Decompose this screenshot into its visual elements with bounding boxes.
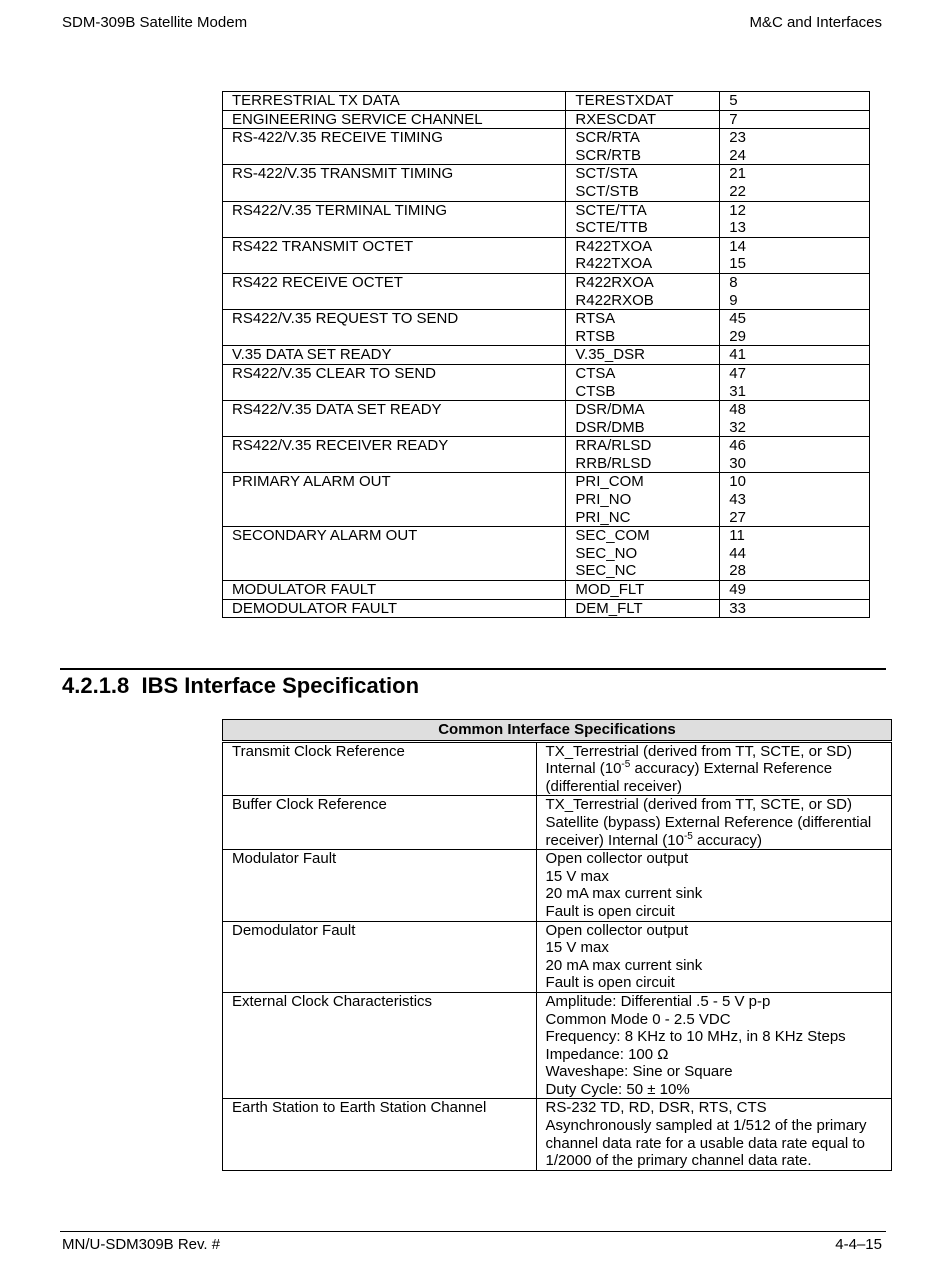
signal-mnemonic: R422RXOB — [575, 291, 654, 309]
pin-number: 31 — [729, 382, 746, 400]
pin-number: 21 — [729, 165, 746, 183]
spec-value-cell — [536, 921, 891, 992]
pin-number: 24 — [729, 146, 746, 164]
pin-number: 15 — [729, 255, 746, 273]
spec-value-line: Asynchronously sampled at 1/512 of the primary — [545, 1117, 867, 1135]
spec-name-cell: Modulator Fault — [223, 850, 537, 921]
spec-value-cell — [536, 796, 891, 850]
pin-number: 27 — [729, 508, 746, 526]
signal-mnemonic: PRI_COM — [575, 473, 644, 491]
signal-mnemonic: CTSA — [575, 364, 616, 382]
table-row — [223, 129, 870, 165]
exponent: -5 — [683, 830, 693, 842]
signal-mnemonic: SCT/STB — [575, 182, 639, 200]
table-row — [223, 273, 870, 309]
spec-value-line: TX_Terrestrial (derived from TT, SCTE, or SD) — [545, 742, 852, 760]
table-row — [223, 473, 870, 527]
pin-number-cell — [720, 237, 870, 273]
signal-mnemonic-cell — [566, 92, 720, 111]
table-row — [223, 527, 870, 581]
pin-number: 45 — [729, 310, 746, 328]
pin-number-cell — [720, 165, 870, 201]
signal-mnemonic-cell — [566, 364, 720, 400]
signal-mnemonic: R422TXOA — [575, 237, 653, 255]
section-heading — [62, 673, 419, 699]
signal-mnemonic: RTSB — [575, 327, 616, 345]
pin-number: 14 — [729, 237, 746, 255]
signal-mnemonic-cell — [566, 110, 720, 129]
spec-name-cell: Demodulator Fault — [223, 921, 537, 992]
exponent: -5 — [621, 759, 631, 771]
pin-number: 46 — [729, 437, 746, 455]
signal-name-cell: RS422/V.35 DATA SET READY — [223, 401, 566, 437]
signal-mnemonic-cell — [566, 129, 720, 165]
table-row — [223, 165, 870, 201]
pin-number: 33 — [729, 599, 746, 617]
pin-number: 41 — [729, 346, 746, 364]
spec-value-line: Frequency: 8 KHz to 10 MHz, in 8 KHz Steps — [545, 1028, 846, 1046]
signal-name-cell: RS422/V.35 RECEIVER READY — [223, 437, 566, 473]
spec-value-line: Satellite (bypass) External Reference (differential — [545, 813, 872, 831]
pin-number-cell — [720, 201, 870, 237]
signal-mnemonic-cell — [566, 527, 720, 581]
spec-value-line: Open collector output — [545, 850, 689, 868]
spec-value-line: channel data rate for a usable data rate equal to — [545, 1134, 865, 1152]
table-row — [223, 850, 892, 921]
pin-number-cell — [720, 92, 870, 111]
table-row — [223, 92, 870, 111]
signal-mnemonic: RRB/RLSD — [575, 454, 652, 472]
signal-name-cell: RS422/V.35 REQUEST TO SEND — [223, 310, 566, 346]
pin-number: 10 — [729, 473, 746, 491]
signal-mnemonic: RTSA — [575, 310, 616, 328]
spec-text: receiver) Internal (10 — [545, 831, 684, 849]
table-row — [223, 237, 870, 273]
table-row — [223, 741, 892, 796]
pin-number: 12 — [729, 201, 746, 219]
signal-name-cell: ENGINEERING SERVICE CHANNEL — [223, 110, 566, 129]
spec-value-cell — [536, 1099, 891, 1170]
spec-value-line: Fault is open circuit — [545, 902, 675, 920]
signal-name-cell: RS422/V.35 CLEAR TO SEND — [223, 364, 566, 400]
pin-number-cell — [720, 273, 870, 309]
table-row — [223, 921, 892, 992]
signal-mnemonic-cell — [566, 599, 720, 618]
page-footer-right: 4-4–15 — [835, 1236, 882, 1253]
signal-mnemonic: PRI_NC — [575, 508, 631, 526]
pin-number: 43 — [729, 491, 746, 509]
pin-number: 23 — [729, 129, 746, 147]
spec-text: Internal (10 — [545, 760, 622, 778]
signal-mnemonic: CTSB — [575, 382, 616, 400]
pin-number: 44 — [729, 544, 746, 562]
signal-mnemonic: SCT/STA — [575, 165, 638, 183]
pin-number: 30 — [729, 454, 746, 472]
signal-mnemonic-cell — [566, 437, 720, 473]
signal-mnemonic-cell — [566, 581, 720, 600]
signal-mnemonic: RXESCDAT — [575, 110, 656, 128]
signal-mnemonic: DSR/DMB — [575, 418, 645, 436]
signal-mnemonic-cell — [566, 473, 720, 527]
interface-spec-table — [222, 719, 892, 1171]
signal-mnemonic: PRI_NO — [575, 491, 632, 509]
spec-text: accuracy) — [692, 831, 763, 849]
signal-name-cell: DEMODULATOR FAULT — [223, 599, 566, 618]
pin-number-cell — [720, 401, 870, 437]
pin-number: 28 — [729, 562, 746, 580]
spec-value-line: RS-232 TD, RD, DSR, RTS, CTS — [545, 1099, 767, 1117]
pin-number: 11 — [729, 527, 745, 545]
spec-value-line: TX_Terrestrial (derived from TT, SCTE, or SD) — [545, 796, 852, 814]
signal-mnemonic: SEC_COM — [575, 527, 650, 545]
signal-mnemonic: R422RXOA — [575, 273, 654, 291]
pin-number-cell — [720, 364, 870, 400]
signal-name-cell: RS-422/V.35 RECEIVE TIMING — [223, 129, 566, 165]
pin-number: 9 — [729, 291, 738, 309]
spec-value-cell — [536, 850, 891, 921]
table-row — [223, 581, 870, 600]
signal-mnemonic: MOD_FLT — [575, 581, 645, 599]
spec-name-cell: Buffer Clock Reference — [223, 796, 537, 850]
pin-number-cell — [720, 473, 870, 527]
table-row — [223, 992, 892, 1099]
pin-number: 47 — [729, 364, 746, 382]
spec-value-line: (differential receiver) — [545, 777, 682, 795]
table-row — [223, 599, 870, 618]
spec-value-line: 15 V max — [545, 939, 609, 957]
signal-mnemonic-cell — [566, 273, 720, 309]
pin-number-cell — [720, 129, 870, 165]
signal-name-cell: RS422 RECEIVE OCTET — [223, 273, 566, 309]
pin-number: 29 — [729, 327, 746, 345]
signal-mnemonic: SCR/RTB — [575, 146, 641, 164]
spec-value-line: 1/2000 of the primary channel data rate. — [545, 1152, 812, 1170]
pin-number-cell — [720, 310, 870, 346]
signal-name-cell: RS422/V.35 TERMINAL TIMING — [223, 201, 566, 237]
table-row — [223, 796, 892, 850]
signal-mnemonic: R422TXOA — [575, 255, 653, 273]
pin-number: 32 — [729, 418, 746, 436]
pin-number: 8 — [729, 273, 738, 291]
section-number: 4.2.1.8 — [62, 673, 130, 698]
page-header-right: M&C and Interfaces — [749, 14, 882, 31]
spec-value-line: Amplitude: Differential .5 - 5 V p-p — [545, 992, 771, 1010]
table-row — [223, 110, 870, 129]
footer-rule — [60, 1231, 886, 1232]
table-row — [223, 346, 870, 365]
signal-mnemonic-cell — [566, 310, 720, 346]
spec-table-title: Common Interface Specifications — [223, 720, 892, 742]
signal-mnemonic: SEC_NC — [575, 562, 637, 580]
pin-number-cell — [720, 437, 870, 473]
pin-number-cell — [720, 346, 870, 365]
signal-mnemonic-cell — [566, 401, 720, 437]
signal-name-cell: V.35 DATA SET READY — [223, 346, 566, 365]
spec-value-line: 20 mA max current sink — [545, 885, 703, 903]
pin-number: 49 — [729, 581, 746, 599]
table-row — [223, 310, 870, 346]
signal-mnemonic-cell — [566, 237, 720, 273]
spec-value-line: Open collector output — [545, 921, 689, 939]
pin-number-cell — [720, 599, 870, 618]
spec-value-line: Duty Cycle: 50 ± 10% — [545, 1080, 690, 1098]
pin-number-cell — [720, 581, 870, 600]
spec-value-line: 15 V max — [545, 867, 609, 885]
spec-value-line: Impedance: 100 Ω — [545, 1045, 669, 1063]
pin-number: 48 — [729, 401, 746, 419]
signal-name-cell: MODULATOR FAULT — [223, 581, 566, 600]
spec-value-line — [546, 760, 891, 778]
signal-mnemonic-cell — [566, 201, 720, 237]
pin-assignment-table — [222, 91, 870, 618]
spec-value-line: 20 mA max current sink — [545, 956, 703, 974]
signal-mnemonic: DSR/DMA — [575, 401, 645, 419]
signal-mnemonic: SCR/RTA — [575, 129, 640, 147]
signal-name-cell: TERRESTRIAL TX DATA — [223, 92, 566, 111]
signal-mnemonic: SCTE/TTB — [575, 219, 648, 237]
signal-mnemonic: TERESTXDAT — [575, 92, 674, 109]
table-row — [223, 401, 870, 437]
signal-mnemonic: SEC_NO — [575, 544, 638, 562]
pin-number: 22 — [729, 182, 746, 200]
spec-value-line — [546, 832, 891, 850]
signal-name-cell: RS-422/V.35 TRANSMIT TIMING — [223, 165, 566, 201]
spec-value-cell — [536, 992, 891, 1099]
spec-name-cell: Earth Station to Earth Station Channel — [223, 1099, 537, 1170]
spec-text: accuracy) External Reference — [630, 760, 833, 778]
pin-number: 5 — [729, 92, 738, 109]
pin-number-cell — [720, 110, 870, 129]
signal-mnemonic: SCTE/TTA — [575, 201, 647, 219]
spec-value-cell — [536, 741, 891, 796]
signal-mnemonic: RRA/RLSD — [575, 437, 652, 455]
spec-value-line: Waveshape: Sine or Square — [545, 1063, 733, 1081]
spec-value-line: Fault is open circuit — [545, 974, 675, 992]
pin-number: 13 — [729, 219, 746, 237]
page-header-left: SDM-309B Satellite Modem — [62, 14, 248, 31]
signal-name-cell: RS422 TRANSMIT OCTET — [223, 237, 566, 273]
spec-name-cell: Transmit Clock Reference — [223, 741, 537, 796]
spec-name-cell: External Clock Characteristics — [223, 992, 537, 1099]
signal-mnemonic: DEM_FLT — [575, 599, 643, 617]
spec-value-line: Common Mode 0 - 2.5 VDC — [545, 1010, 731, 1028]
signal-name-cell: PRIMARY ALARM OUT — [223, 473, 566, 527]
signal-name-cell: SECONDARY ALARM OUT — [223, 527, 566, 581]
pin-number-cell — [720, 527, 870, 581]
signal-mnemonic-cell — [566, 346, 720, 365]
section-divider — [60, 668, 886, 670]
table-row — [223, 437, 870, 473]
signal-mnemonic: V.35_DSR — [575, 346, 645, 364]
page-footer-left: MN/U-SDM309B Rev. # — [62, 1236, 221, 1253]
table-row — [223, 201, 870, 237]
pin-number: 7 — [729, 110, 738, 128]
signal-mnemonic-cell — [566, 165, 720, 201]
table-row — [223, 1099, 892, 1170]
section-title: IBS Interface Specification — [141, 673, 420, 698]
table-row — [223, 364, 870, 400]
